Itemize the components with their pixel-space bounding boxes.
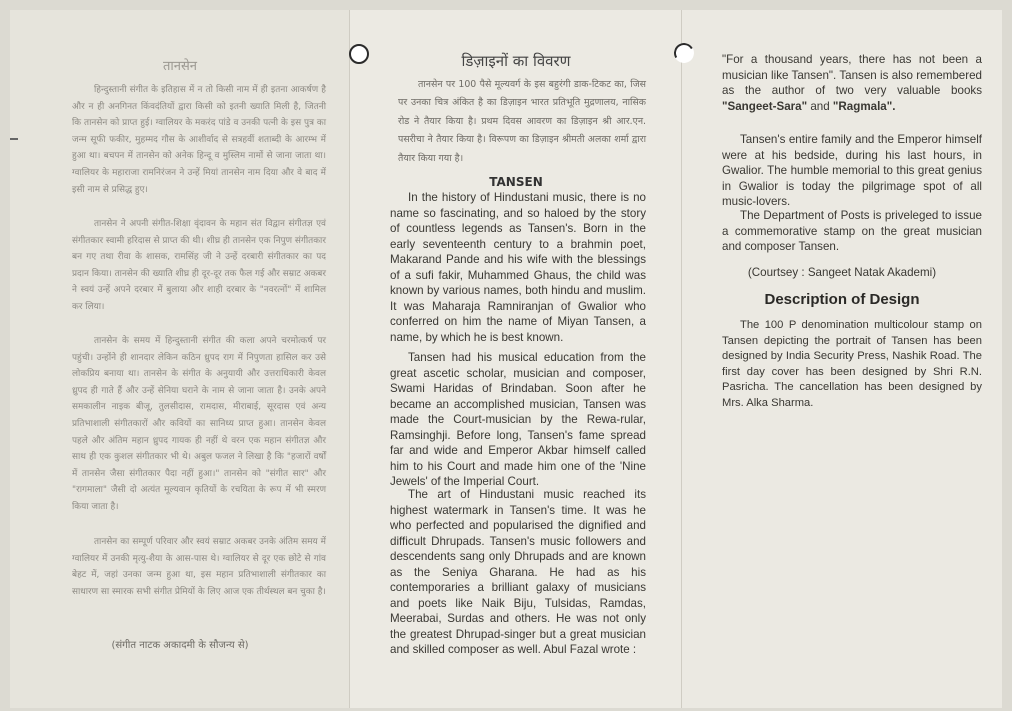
hindi-paragraph-3: तानसेन के समय में हिन्दुस्तानी संगीत की कला अपने चरमोत्कर्ष पर पहुंची। उन्होंने ही शानदार लेकिन कठिन ध्रुपद राग में निपुणता हासिल कर उसे लोकप्रिय बनाया था। तानसेन के संगीत के अनुयायी और उत्तराधिकारी केवल ध्रुपद ही गाते हैं और उन्हें सेनिया घराने के नाम से जाना जाता है। उनके अपने समकालीन नाइक बीजू, तुलसीदास, रामदास, मीराबाई, सूरदास एवं अन्य प्रतिभाशाली संगीतकारों और कवियों का सानिध्य प्राप्त हुआ। तानसेन केवल पहले और अंतिम महान ध्रुपद गायक ही नहीं थे वरन एक महान संगीतज्ञ और साथ ही एक कुशल संगीतकार भी थे। अबुल फजल ने लिखा है कि "हजारों वर्षों में तानसेन जैसा संगीतकार पैदा नहीं हुआ।" तानसेन को "संगीत सार" और "रागमाला" जैसी दो अत्यंत मूल्यवान कृतियों के रचयिता के रूप में भी स्मरण किया जाता है।	[72, 336, 326, 512]
hindi-design-text: तानसेन पर 100 पैसे मूल्यवर्ग के इस बहुरंगी डाक-टिकट का, जिस पर उनका चित्र अंकित है का डिज़ाइन भारत प्रतिभूति मुद्रणालय, नासिक रोड ने तैयार किया है। प्रथम दिवस आवरण का डिज़ाइन श्री आर.एन. पसरीचा ने तैयार किया है। विरूपण का डिज़ाइन श्रीमती अलका शर्मा द्वारा तैयार किया गया है।	[398, 79, 646, 164]
tansen-paragraph-3: The art of Hindustani music reached its highest watermark in Tansen's time. It was he who perfected and popularised the dignified and difficult Dhrupads. Tansen's music followers and descendents sang only Dhrupads and are known as the Seniya Gharana. He had as his contemporaries a brilliant galaxy of musicians and poets like Naik Biju, Tulsidas, Ramdas, Meerabai, Surdas and others. He was not only the greatest Dhrupad-singer but a great musician and skilled composer as well. Abul Fazal wrote :	[390, 488, 646, 656]
panel-hindi-biography	[10, 10, 350, 708]
book-sangeet-sara: "Sangeet-Sara"	[722, 99, 808, 113]
family-paragraph: Tansen's entire family and the Emperor himself were at his bedside, during his last hours, in Gwalior. The humble memorial to this great genius in Gwalior is today the pilgrimage spot of all music-lovers.	[722, 133, 982, 208]
hindi-paragraph-1: हिन्दुस्तानी संगीत के इतिहास में न तो किसी नाम में ही इतना आकर्षण है और न ही अनगिनत किंवदंतियों द्वारा किसी को इतनी ख्याति मिली है, जितनी कि तानसेन को प्राप्त हुई। ग्वालियर के मकरंद पांडे व उनकी पत्नी के इस पुत्र का जन्म सूफी फकीर, मुहम्मद गौस के आशीर्वाद से सत्रहवीं शताब्दी के आरम्भ में हुआ था। बचपन में तानसेन को अनेक हिन्दू व मुस्लिम नामों से जाना जाता था। ग्वालियर के महाराजा रामनिरंजन ने उन्हें मियां तानसेन नाम दिया और वे बाद में इसी नाम से प्रसिद्ध हुए।	[72, 85, 326, 195]
hindi-title: तानसेन	[163, 59, 197, 74]
panel-description	[682, 10, 1002, 708]
description-heading: Description of Design	[764, 291, 920, 308]
brochure-sheet	[10, 10, 1002, 708]
panel-tansen-english	[350, 10, 682, 708]
tansen-heading: TANSEN	[489, 175, 543, 189]
hindi-design-title: डिज़ाइनों का विवरण	[461, 52, 571, 70]
courtesy-credit: (Courtsey : Sangeet Natak Akademi)	[747, 266, 937, 279]
tansen-paragraph-2: Tansen had his musical education from the great ascetic scholar, musician and composer, Swami Haridas of Brindaban. Soon after he became an accomplished musician, Tansen was made the Court-musician by the Rewa-rular, Ramsinghji. Before long, Tansen's fame spread far and wide and Emperor Akbar himself called him to his Court and made him one of the 'Nine Jewels' of the Imperial Court.	[390, 351, 646, 488]
posts-paragraph: The Department of Posts is priveleged to issue a commemorative stamp on the great musician and composer Tansen.	[722, 209, 982, 253]
hindi-paragraph-2: तानसेन ने अपनी संगीत-शिक्षा वृंदावन के महान संत विद्वान संगीतज्ञ एवं संगीतकार स्वामी हरिदास से प्राप्त की थी। शीघ्र ही तानसेन एक निपुण संगीतकार बन गए तथा रीवा के शासक, रामसिंह जी ने उन्हें दरबारी संगीतकार का पद प्रदान किया। तानसेन की ख्याति शीघ्र ही दूर-दूर तक फैल गई और सम्राट अकबर ने स्वयं उन्हें अपने दरबार में बुलाया और शाही दरबार के "नवरत्नों" में शामिल कर लिया।	[72, 219, 326, 312]
description-text: The 100 P denomination multicolour stamp on Tansen depicting the portrait of Tansen has been designed by India Security Press, Nashik Road. The first day cover has been designed by Shri R.N. Pasricha. The cancellation has been designed by Mrs. Alka Sharma.	[722, 319, 982, 409]
hindi-paragraph-4: तानसेन का सम्पूर्ण परिवार और स्वयं सम्राट अकबर उनके अंतिम समय में ग्वालियर में उनकी मृत्यु-शैया के आस-पास थे। ग्वालियर से दूर एक छोटे से गांव बेहट में, जहां उनका जन्म हुआ था, इस महान प्रतिभाशाली संगीतकार का साधारण सा स्मारक सभी संगीत प्रेमियों के लिए आज एक तीर्थस्थल बन चुका है।	[72, 537, 326, 597]
book-end: .	[892, 99, 896, 113]
hindi-credit: (संगीत नाटक अकादमी के सौजन्य से)	[111, 640, 249, 651]
tansen-paragraph-1: In the history of Hindustani music, there is no name so fascinating, and so haloed by the story of countless legends as Tansen's. Born in the early seventeenth century to a brahmin poet, Makarand Pande and his wife with the blessings of a sufi fakir, Muhammed Ghaus, the child was known by various names, both hindu and muslim. It was Maharaja Ramniranjan of Gwalior who conferred on him the name of Miyan Tansen, a name, by which he is best known.	[390, 191, 646, 344]
book-and: and	[810, 99, 830, 113]
quote-text: "For a thousand years, there has not been a musician like Tansen". Tansen is also remembered as the author of two very valuable books	[722, 53, 982, 97]
quote-paragraph	[722, 52, 982, 114]
edge-mark	[10, 138, 18, 140]
book-ragmala: "Ragmala"	[832, 99, 893, 113]
